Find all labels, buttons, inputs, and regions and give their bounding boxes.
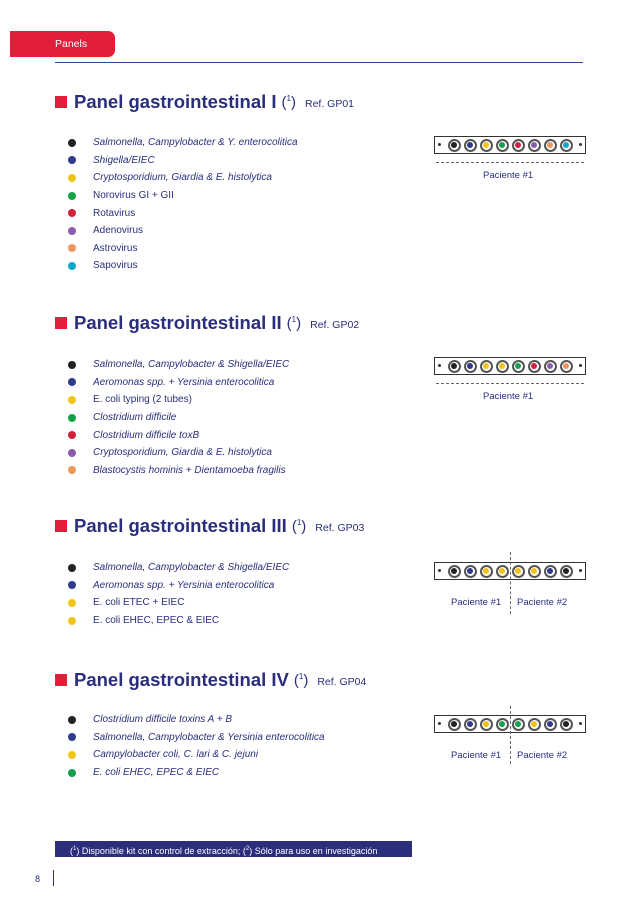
blue-well-icon (464, 139, 477, 152)
yellow-well-icon (496, 360, 509, 373)
list-item-text: Clostridium difficile toxB (93, 429, 200, 441)
list-item (68, 169, 298, 187)
purple-dot-icon (68, 449, 76, 457)
blue-dot-icon (68, 156, 76, 164)
footnote-marker: ($^1$) (291, 517, 307, 535)
list-item (68, 764, 325, 782)
list-item (68, 577, 289, 595)
strip-pin-icon (438, 722, 441, 725)
cyan-well-icon (560, 139, 573, 152)
black-dot-icon (68, 139, 76, 147)
blue-dot-icon (68, 581, 76, 589)
yellow-well-icon (528, 565, 541, 578)
footnote-marker: ($^1$) (286, 314, 302, 332)
yellow-well-icon (512, 565, 525, 578)
blue-well-icon (464, 360, 477, 373)
list-item (68, 134, 298, 152)
panel-ref: Ref. GP04 (317, 676, 367, 688)
header-divider (55, 62, 583, 63)
panel-heading (55, 514, 364, 538)
pcr-strip (434, 357, 586, 375)
blue-well-icon (544, 565, 557, 578)
list-item-text: Adenovirus (93, 225, 144, 237)
panel-heading (55, 311, 359, 335)
black-dot-icon (68, 716, 76, 724)
panel-heading (55, 668, 366, 692)
strip-pin-icon (438, 143, 441, 146)
panel-ref: Ref. GP01 (304, 98, 355, 110)
black-dot-icon (68, 564, 76, 572)
orange-well-icon (560, 360, 573, 373)
orange-well-icon (544, 139, 557, 152)
list-item-text: Rotavirus (93, 207, 136, 219)
red-square-bullet (55, 520, 67, 532)
green-well-icon (512, 718, 525, 731)
patient-divider (510, 706, 511, 764)
list-item (68, 222, 298, 240)
strip-pin-icon (579, 364, 582, 367)
green-well-icon (512, 360, 525, 373)
yellow-dot-icon (68, 599, 76, 607)
list-item (68, 729, 325, 747)
target-list (68, 559, 289, 629)
list-item-text: E. coli typing (2 tubes) (93, 394, 192, 406)
footnote-marker: ($^1$) (293, 671, 309, 689)
page-number-rule (53, 870, 54, 886)
list-item-text: Aeromonas spp. + Yersinia enterocolitica (93, 579, 275, 591)
list-item-text: E. coli ETEC + EIEC (93, 597, 185, 609)
patient-label: Paciente #2 (517, 750, 568, 761)
list-item-text: Clostridium difficile (93, 412, 177, 424)
yellow-dot-icon (68, 751, 76, 759)
target-list (68, 356, 289, 479)
list-item (68, 187, 298, 205)
list-item-text: Aeromonas spp. + Yersinia enterocolitica (93, 376, 275, 388)
patient-label: Paciente #1 (483, 391, 534, 402)
list-item-text: Astrovirus (93, 242, 138, 254)
panel-title: Panel gastrointestinal III (74, 515, 287, 536)
yellow-dot-icon (68, 617, 76, 625)
list-item (68, 559, 289, 577)
strip-pin-icon (438, 364, 441, 367)
footnote-bar: ($^1$) Disponible kit con control de extracción; ($^2$) Sólo para uso en investigación (55, 841, 412, 857)
red-dot-icon (68, 431, 76, 439)
strip-divider (436, 383, 584, 384)
panel-ref: Ref. GP02 (310, 319, 360, 331)
green-well-icon (496, 718, 509, 731)
list-item (68, 356, 289, 374)
list-item-text: Cryptosporidium, Giardia & E. histolytica (93, 172, 272, 184)
patient-label: Paciente #1 (451, 750, 502, 761)
red-square-bullet (55, 674, 67, 686)
section-tab (10, 31, 115, 57)
list-item (68, 374, 289, 392)
target-list (68, 134, 298, 275)
patient-label: Paciente #1 (483, 170, 534, 181)
list-item-text: Clostridium difficile toxins A + B (93, 714, 233, 726)
list-item-text: Salmonella, Campylobacter & Yersinia enterocolitica (93, 731, 325, 743)
yellow-dot-icon (68, 174, 76, 182)
list-item (68, 204, 298, 222)
yellow-well-icon (480, 565, 493, 578)
purple-well-icon (544, 360, 557, 373)
list-item (68, 746, 325, 764)
list-item-text: E. coli EHEC, EPEC & EIEC (93, 615, 220, 627)
yellow-well-icon (480, 139, 493, 152)
panel-title: Panel gastrointestinal II (74, 312, 282, 333)
cyan-dot-icon (68, 262, 76, 270)
panel-heading (55, 90, 354, 114)
patient-label: Paciente #1 (451, 597, 502, 608)
patient-label: Paciente #2 (517, 597, 568, 608)
strip-pin-icon (579, 722, 582, 725)
list-item (68, 444, 289, 462)
list-item (68, 426, 289, 444)
list-item (68, 612, 289, 630)
red-well-icon (528, 360, 541, 373)
list-item-text: Salmonella, Campylobacter & Shigella/EIEC (93, 562, 290, 574)
list-item (68, 240, 298, 258)
list-item-text: E. coli EHEC, EPEC & EIEC (93, 767, 220, 779)
green-dot-icon (68, 769, 76, 777)
blue-well-icon (544, 718, 557, 731)
list-item-text: Cryptosporidium, Giardia & E. histolytica (93, 447, 272, 459)
panel-title: Panel gastrointestinal I (74, 91, 277, 112)
list-item-text: Blastocystis hominis + Dientamoeba fragilis (93, 464, 286, 476)
list-item (68, 711, 325, 729)
strip-pin-icon (438, 569, 441, 572)
panel-title: Panel gastrointestinal IV (74, 669, 289, 690)
list-item (68, 594, 289, 612)
blue-dot-icon (68, 733, 76, 741)
black-dot-icon (68, 361, 76, 369)
page-number: 8 (35, 874, 41, 884)
purple-dot-icon (68, 227, 76, 235)
list-item-text: Campylobacter coli, C. lari & C. jejuni (93, 749, 259, 761)
red-square-bullet (55, 317, 67, 329)
footnote-marker: ($^1$) (281, 93, 296, 111)
green-well-icon (496, 139, 509, 152)
list-item-text: Sapovirus (93, 260, 138, 272)
orange-dot-icon (68, 244, 76, 252)
section-label: Panels (55, 38, 88, 50)
list-item (68, 462, 289, 480)
target-list (68, 711, 325, 781)
strip-pin-icon (579, 143, 582, 146)
list-item (68, 257, 298, 275)
blue-well-icon (464, 718, 477, 731)
panel-ref: Ref. GP03 (315, 522, 365, 534)
green-dot-icon (68, 192, 76, 200)
purple-well-icon (528, 139, 541, 152)
black-well-icon (448, 565, 461, 578)
yellow-dot-icon (68, 396, 76, 404)
red-dot-icon (68, 209, 76, 217)
orange-dot-icon (68, 466, 76, 474)
strip-pin-icon (579, 569, 582, 572)
list-item-text: Norovirus GI + GII (93, 190, 174, 202)
yellow-well-icon (480, 718, 493, 731)
list-item (68, 391, 289, 409)
list-item (68, 409, 289, 427)
list-item-text: Salmonella, Campylobacter & Shigella/EIEC (93, 359, 290, 371)
green-dot-icon (68, 414, 76, 422)
yellow-well-icon (496, 565, 509, 578)
pcr-strip (434, 136, 586, 154)
black-well-icon (560, 718, 573, 731)
black-well-icon (560, 565, 573, 578)
yellow-well-icon (480, 360, 493, 373)
yellow-well-icon (528, 718, 541, 731)
blue-dot-icon (68, 378, 76, 386)
red-square-bullet (55, 96, 67, 108)
blue-well-icon (464, 565, 477, 578)
strip-divider (436, 162, 584, 163)
list-item-text: Shigella/EIEC (93, 154, 155, 166)
patient-divider (510, 552, 511, 614)
red-well-icon (512, 139, 525, 152)
black-well-icon (448, 139, 461, 152)
black-well-icon (448, 718, 461, 731)
list-item (68, 152, 298, 170)
black-well-icon (448, 360, 461, 373)
list-item-text: Salmonella, Campylobacter & Y. enterocolitica (93, 137, 298, 149)
